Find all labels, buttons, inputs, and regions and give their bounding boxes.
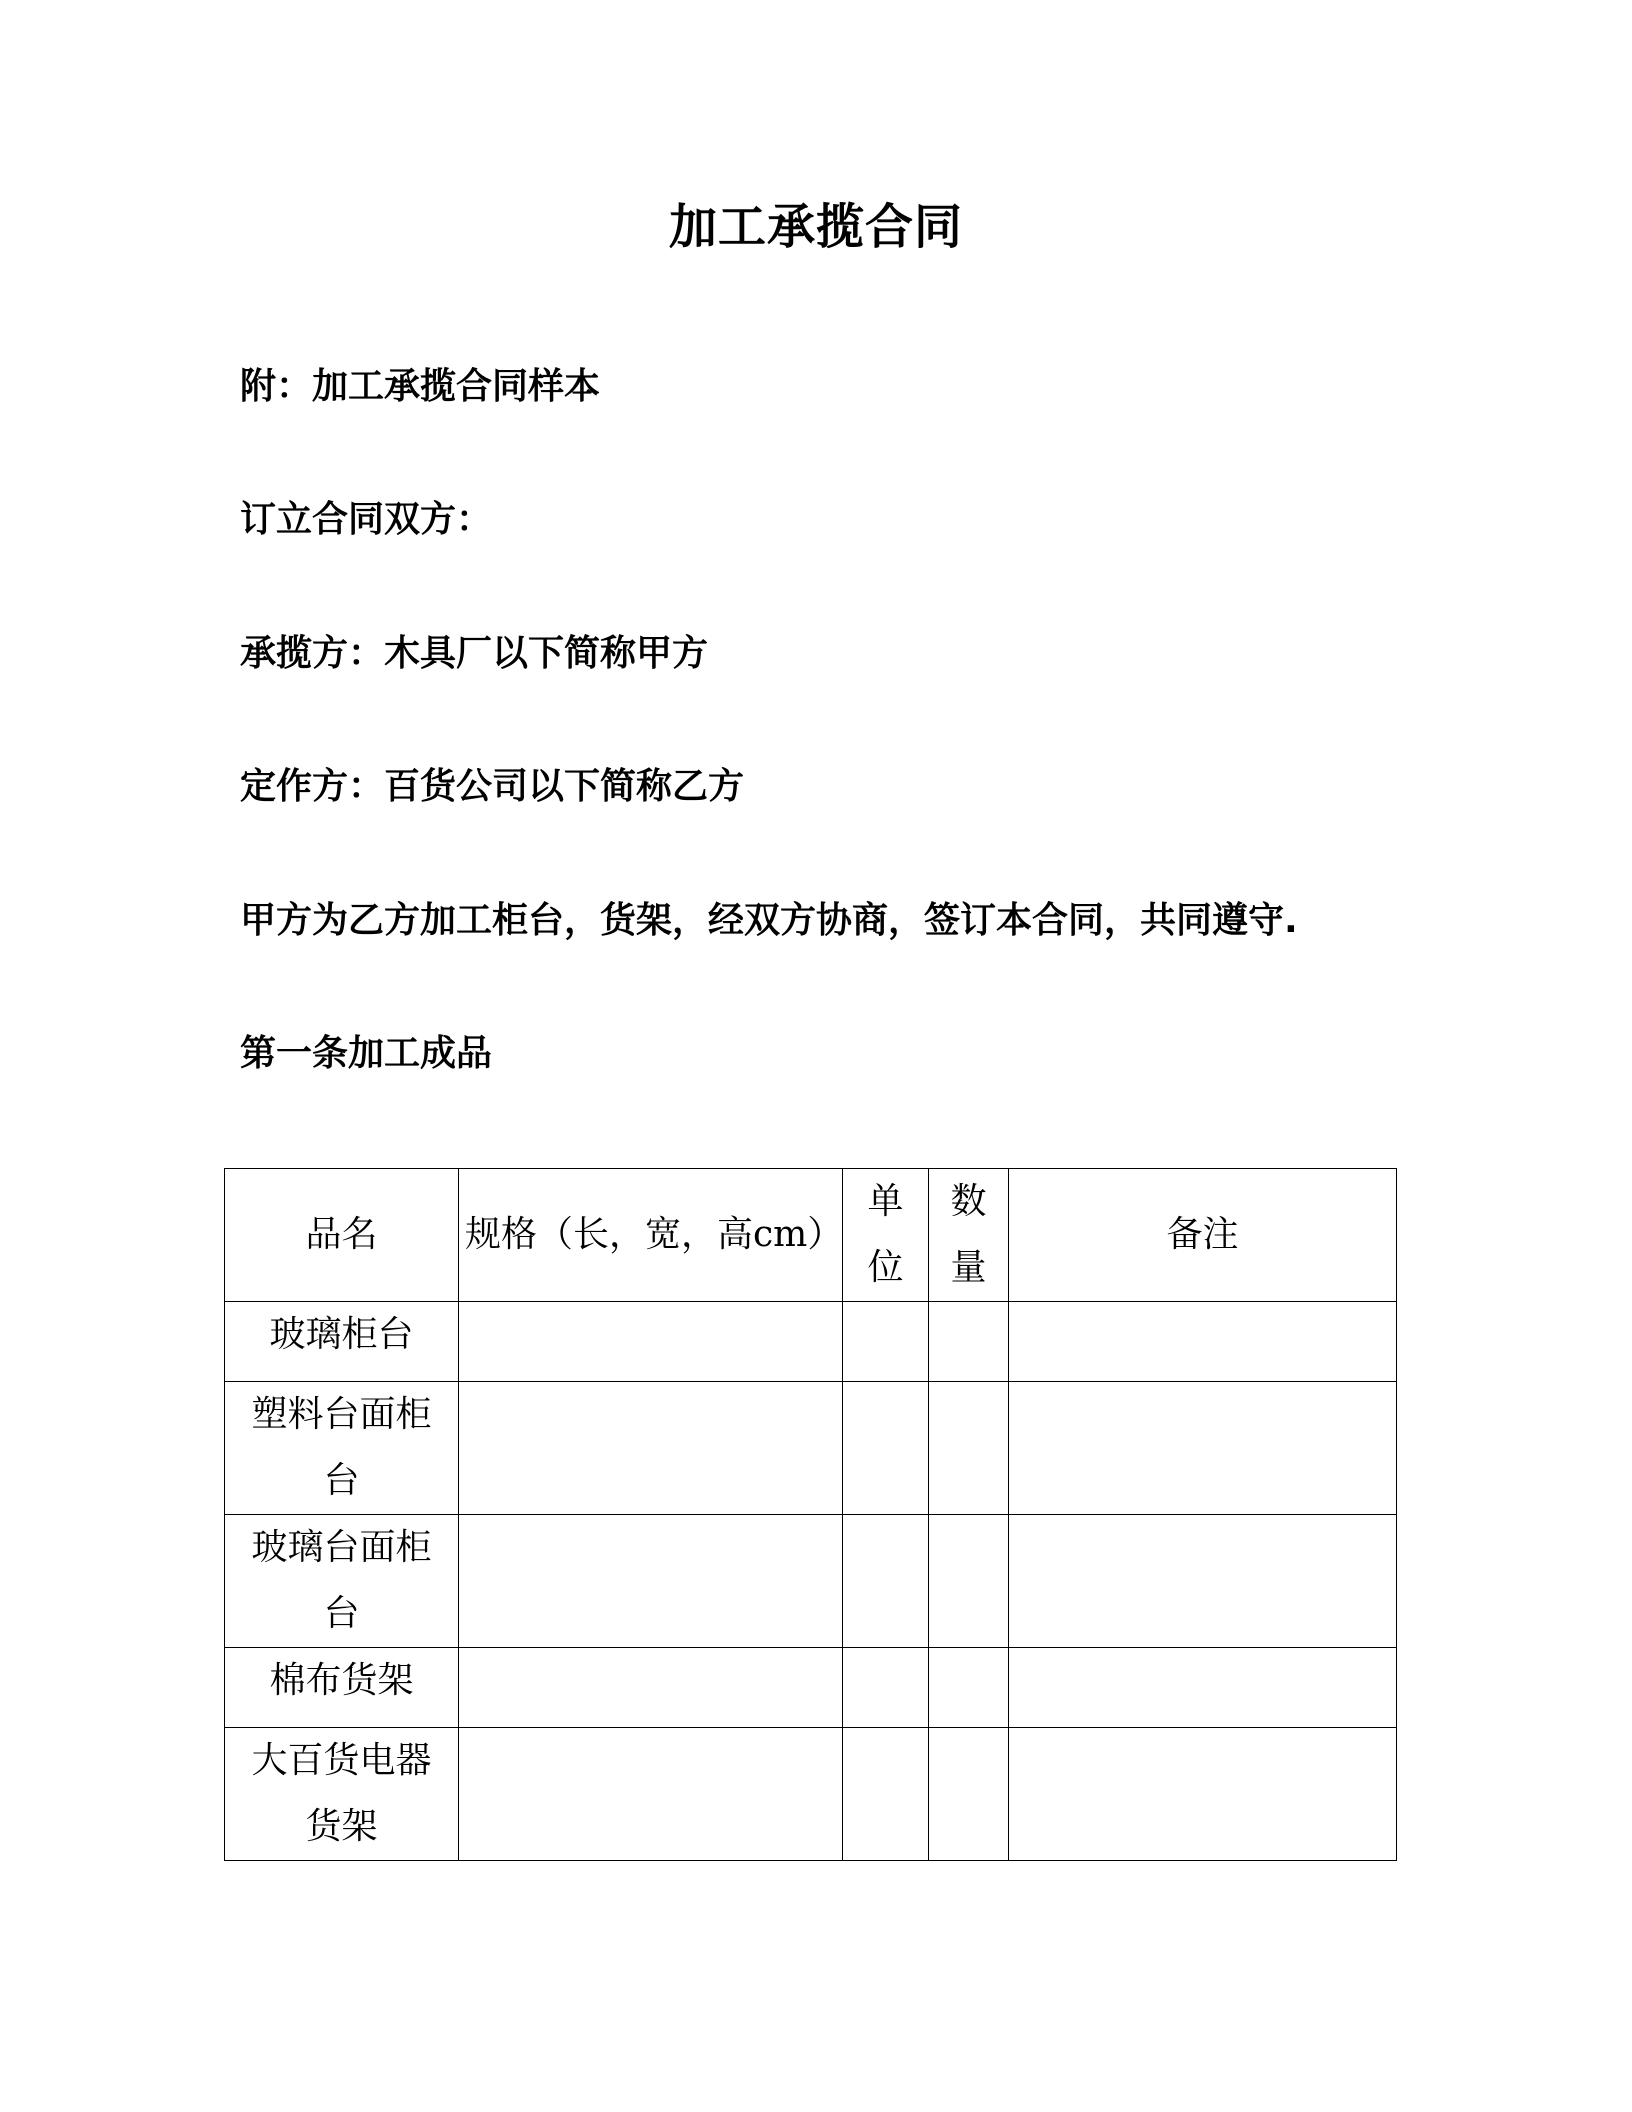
row-remark [1009, 1515, 1397, 1648]
contractor-line: 承揽方：木具厂以下简称甲方 [240, 633, 709, 674]
attachment-line: 附：加工承揽合同样本 [240, 366, 601, 407]
header-quantity-line-2: 量 [950, 1247, 987, 1288]
row-name [225, 1302, 459, 1382]
row-name [225, 1382, 459, 1515]
header-unit [843, 1169, 929, 1302]
row-quantity [929, 1382, 1009, 1515]
row-spec [459, 1515, 843, 1648]
table-row [225, 1648, 1397, 1728]
row-spec [459, 1648, 843, 1728]
row-spec [459, 1728, 843, 1861]
row-quantity [929, 1302, 1009, 1382]
header-spec: 规格（长，宽，高cm） [459, 1169, 843, 1302]
row-remark [1009, 1728, 1397, 1861]
row-name-line-2: 台 [323, 1460, 360, 1501]
row-unit [843, 1302, 929, 1382]
header-quantity-line-1: 数 [950, 1181, 987, 1222]
row-spec [459, 1302, 843, 1382]
row-quantity [929, 1728, 1009, 1861]
row-unit [843, 1648, 929, 1728]
table-row [225, 1302, 1397, 1382]
table-row [225, 1382, 1397, 1515]
row-name-line-1: 大百货电器 [251, 1740, 432, 1781]
table-row [225, 1515, 1397, 1648]
header-quantity [929, 1169, 1009, 1302]
row-spec [459, 1382, 843, 1515]
table-header-row [225, 1169, 1397, 1302]
row-remark [1009, 1302, 1397, 1382]
row-name [225, 1648, 459, 1728]
row-name-line-2: 货架 [305, 1806, 378, 1847]
row-name-line-1: 棉布货架 [269, 1660, 414, 1701]
orderer-line: 定作方：百货公司以下简称乙方 [240, 766, 745, 807]
header-unit-line-2: 位 [867, 1247, 904, 1288]
row-quantity [929, 1515, 1009, 1648]
document-title: 加工承揽合同 [668, 199, 963, 255]
row-name-line-1: 玻璃台面柜 [251, 1527, 432, 1568]
row-remark [1009, 1648, 1397, 1728]
row-name-line-1: 塑料台面柜 [251, 1394, 432, 1435]
header-unit-line-1: 单 [867, 1181, 904, 1222]
row-unit [843, 1728, 929, 1861]
row-name-line-1: 玻璃柜台 [269, 1314, 414, 1355]
row-name [225, 1515, 459, 1648]
row-remark [1009, 1382, 1397, 1515]
header-remark: 备注 [1009, 1169, 1397, 1302]
header-name: 品名 [225, 1169, 459, 1302]
products-table [224, 1168, 1397, 1861]
row-unit [843, 1382, 929, 1515]
parties-heading: 订立合同双方： [240, 499, 493, 540]
table-row [225, 1728, 1397, 1861]
row-name-line-2: 台 [323, 1593, 360, 1634]
intro-paragraph: 甲方为乙方加工柜台，货架，经双方协商，签订本合同，共同遵守. [240, 900, 1298, 941]
row-unit [843, 1515, 929, 1648]
row-name [225, 1728, 459, 1861]
article-1-heading: 第一条加工成品 [240, 1033, 493, 1074]
row-quantity [929, 1648, 1009, 1728]
